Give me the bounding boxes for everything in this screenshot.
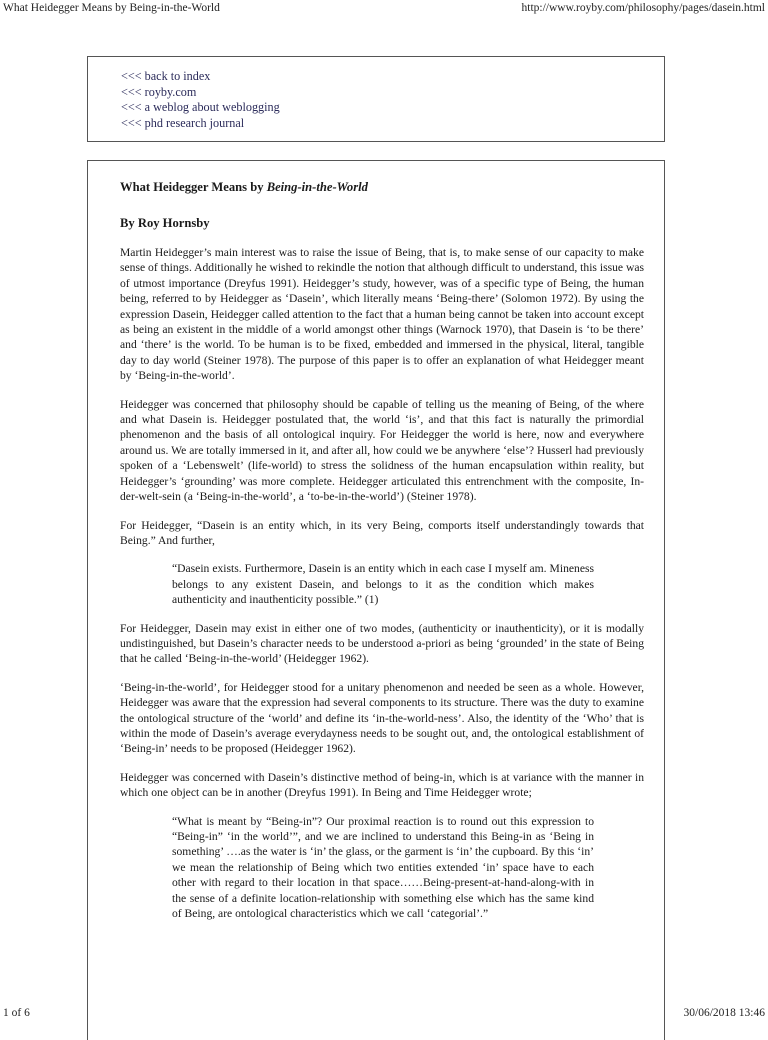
article-title-prefix: What Heidegger Means by [120,180,267,194]
print-header [0,0,768,18]
paragraph: ‘Being-in-the-world’, for Heidegger stood for a unitary phenomenon and needed be seen as a whole. However, Heidegger was aware that the expression had several components to its structure. There was the duty to examine the ontological structure of the ‘world’ and define its ‘in-the-world-ness’. Also, the identity of the ‘Who’ that is within the mode of Dasein’s average everydayness needs to be sought out, and, the ontological establishment of ‘Being-in’ needs to be proposed (Heidegger 1962). [120,680,644,756]
page-number: 1 of 6 [3,1007,30,1019]
article-title [120,179,644,195]
article-box [87,160,665,1040]
paragraph: Martin Heidegger’s main interest was to raise the issue of Being, that is, to make sense of our capacity to make sense of things. Additionally he wished to rekindle the notion that although difficult to understand, this issue was of utmost importance (Dreyfus 1991). Heidegger’s study, however, was of a specific type of Being, the human being, referred to by Heidegger as ‘Dasein’, which literally means ‘Being-there’ (Solomon 1972). By using the expression Dasein, Heidegger called attention to the fact that a human being cannot be taken into account except as being an existent in the middle of a world amongst other things (Warnock 1970), that Dasein is ‘to be there’ and ‘there’ is the world. To be human is to be fixed, embedded and immersed in the physical, literal, tangible day to day world (Steiner 1978). The purpose of this paper is to offer an explanation of what Heidegger meant by ‘Being-in-the-world’. [120,246,644,383]
paragraph: Heidegger was concerned that philosophy should be capable of telling us the meaning of Being, of the where and what Dasein is. Heidegger postulated that, the world ‘is’, and that this fact is naturally the primordial phenomenon and the basis of all ontological inquiry. For Heidegger the world is here, now and everywhere around us. We are totally immersed in it, and after all, how could we be anywhere ‘else’? Husserl had previously spoken of a ‘Lebenswelt’ (life-world) to stress the solidness of the human encapsulation within reality, but Heidegger’s ‘grounding’ was more complete. Heidegger articulated this entrenchment with the composite, In-der-welt-sein (a ‘Being-in-the-world’, a ‘to-be-in-the-world’) (Steiner 1978). [120,397,644,504]
paragraph: For Heidegger, “Dasein is an entity which, in its very Being, comports itself understandingly towards that Being.” And further, [120,518,644,547]
nav-link-back-to-index[interactable]: <<< back to index [121,69,211,83]
article-byline: By Roy Hornsby [120,216,210,230]
paragraph: For Heidegger, Dasein may exist in either one of two modes, (authenticity or inauthenticity), or it is modally undistinguished, but Dasein’s character needs to be understood a-priori as being ‘grounded’ in the state of Being that he called ‘Being-in-the-world’ (Heidegger 1962). [120,621,644,666]
nav-link-phd-journal[interactable]: <<< phd research journal [121,115,245,130]
print-header-url: http://www.royby.com/philosophy/pages/dasein.html [521,2,765,14]
print-header-title: What Heidegger Means by Being-in-the-World [3,2,220,14]
block-quote: “Dasein exists. Furthermore, Dasein is an entity which in each case I myself am. Mineness belongs to any existent Dasein, and belongs to it as the condition which makes authenticity and inauthenticity possible.” (1) [172,562,594,607]
block-quote: “What is meant by “Being-in”? Our proximal reaction is to round out this expression to “Being-in” ‘in the world’”, and we are inclined to understand this Being-in as ‘Being in something’ ….as the water is ‘in’ the glass, or the garment is ‘in’ the cupboard. By this ‘in’ we mean the relationship of Being which two entities extended ‘in’ space have to each other with regard to their location in that space……Being-present-at-hand-along-with in the sense of a definite location-relationship with something else which has the same kind of Being, are ontological characteristics which we call ‘categorial’.” [172,814,594,921]
nav-box [87,56,665,142]
print-datetime: 30/06/2018 13:46 [683,1007,765,1019]
article-title-italic: Being-in-the-World [266,180,368,194]
paragraph: Heidegger was concerned with Dasein’s distinctive method of being-in, which is at variance with the manner in which one object can be in another (Dreyfus 1991). In Being and Time Heidegger wrote; [120,770,644,800]
print-footer [0,1006,768,1024]
nav-link-weblog[interactable]: <<< a weblog about weblogging [121,100,280,115]
nav-link-royby[interactable]: <<< royby.com [121,84,197,99]
